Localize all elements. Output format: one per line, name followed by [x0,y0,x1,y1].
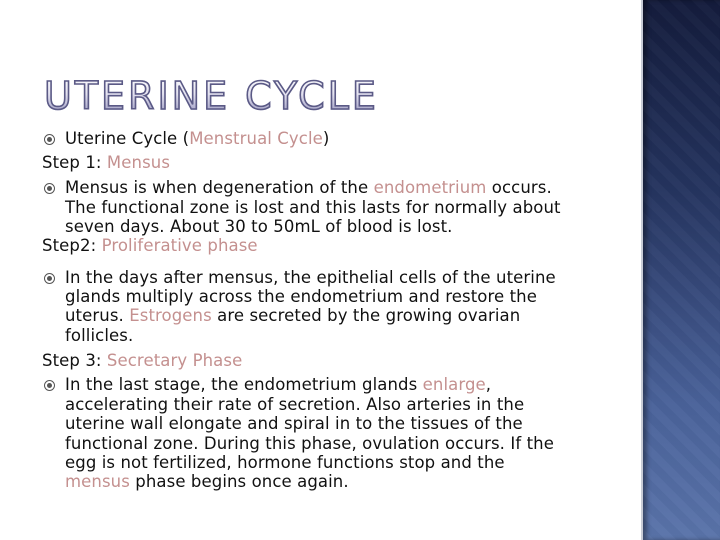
text-segment: are secreted by the growing ovarian [211,306,521,325]
text-line [65,414,523,433]
slide-title: UTERINE CYCLE [44,74,379,118]
text-segment: egg is not fertilized, hormone functions stop and the [65,453,505,472]
step-heading [42,351,242,370]
highlighted-term: Mensus [106,153,171,172]
text-segment: ) [322,129,330,148]
text-segment: Step2: [42,236,102,255]
highlighted-term: endometrium [373,178,487,197]
text-segment: uterus. [65,306,130,325]
step-heading [42,153,170,172]
text-segment: Mensus is when degeneration of the [65,178,374,197]
text-line [65,178,552,197]
text-line [65,453,505,472]
text-segment: phase begins once again. [129,472,349,491]
text-line [65,375,491,394]
text-line [65,217,453,236]
text-segment: seven days. About 30 to 50mL of blood is lost. [65,217,453,236]
text-segment: Step 3: [42,351,107,370]
bullet-icon [44,380,55,391]
text-segment: ( [182,129,190,148]
highlighted-term: Proliferative phase [101,236,258,255]
text-segment: In the days after mensus, the epithelial cells of the uterine [65,268,556,287]
text-line [65,326,133,345]
highlighted-term: mensus [65,472,130,491]
text-segment: , [485,375,492,394]
text-line [65,472,349,491]
step-heading [42,236,258,255]
text-line [65,268,556,287]
text-segment: uterine wall elongate and spiral in to the tissues of the [65,414,523,433]
decorative-side-panel [643,0,720,540]
highlighted-term: enlarge [422,375,486,394]
highlighted-term: Secretary Phase [106,351,243,370]
text-line [65,287,537,306]
text-segment: The functional zone is lost and this lasts for normally about [65,198,561,217]
text-segment: follicles. [65,326,134,345]
text-segment: Uterine Cycle [65,129,183,148]
text-line [65,434,554,453]
highlighted-term: Estrogens [129,306,212,325]
bullet-icon [44,183,55,194]
text-segment: functional zone. During this phase, ovulation occurs. If the [65,434,554,453]
highlighted-term: Menstrual Cycle [189,129,323,148]
text-line [65,306,520,325]
text-line [65,198,561,217]
bullet-icon [44,273,55,284]
text-segment: Step 1: [42,153,107,172]
text-segment: In the last stage, the endometrium glands [65,375,423,394]
bullet-icon [44,134,55,145]
text-segment: glands multiply across the endometrium and restore the [65,287,537,306]
text-segment: occurs. [486,178,552,197]
text-line [65,129,329,148]
text-line [65,395,524,414]
text-segment: accelerating their rate of secretion. Also arteries in the [65,395,525,414]
